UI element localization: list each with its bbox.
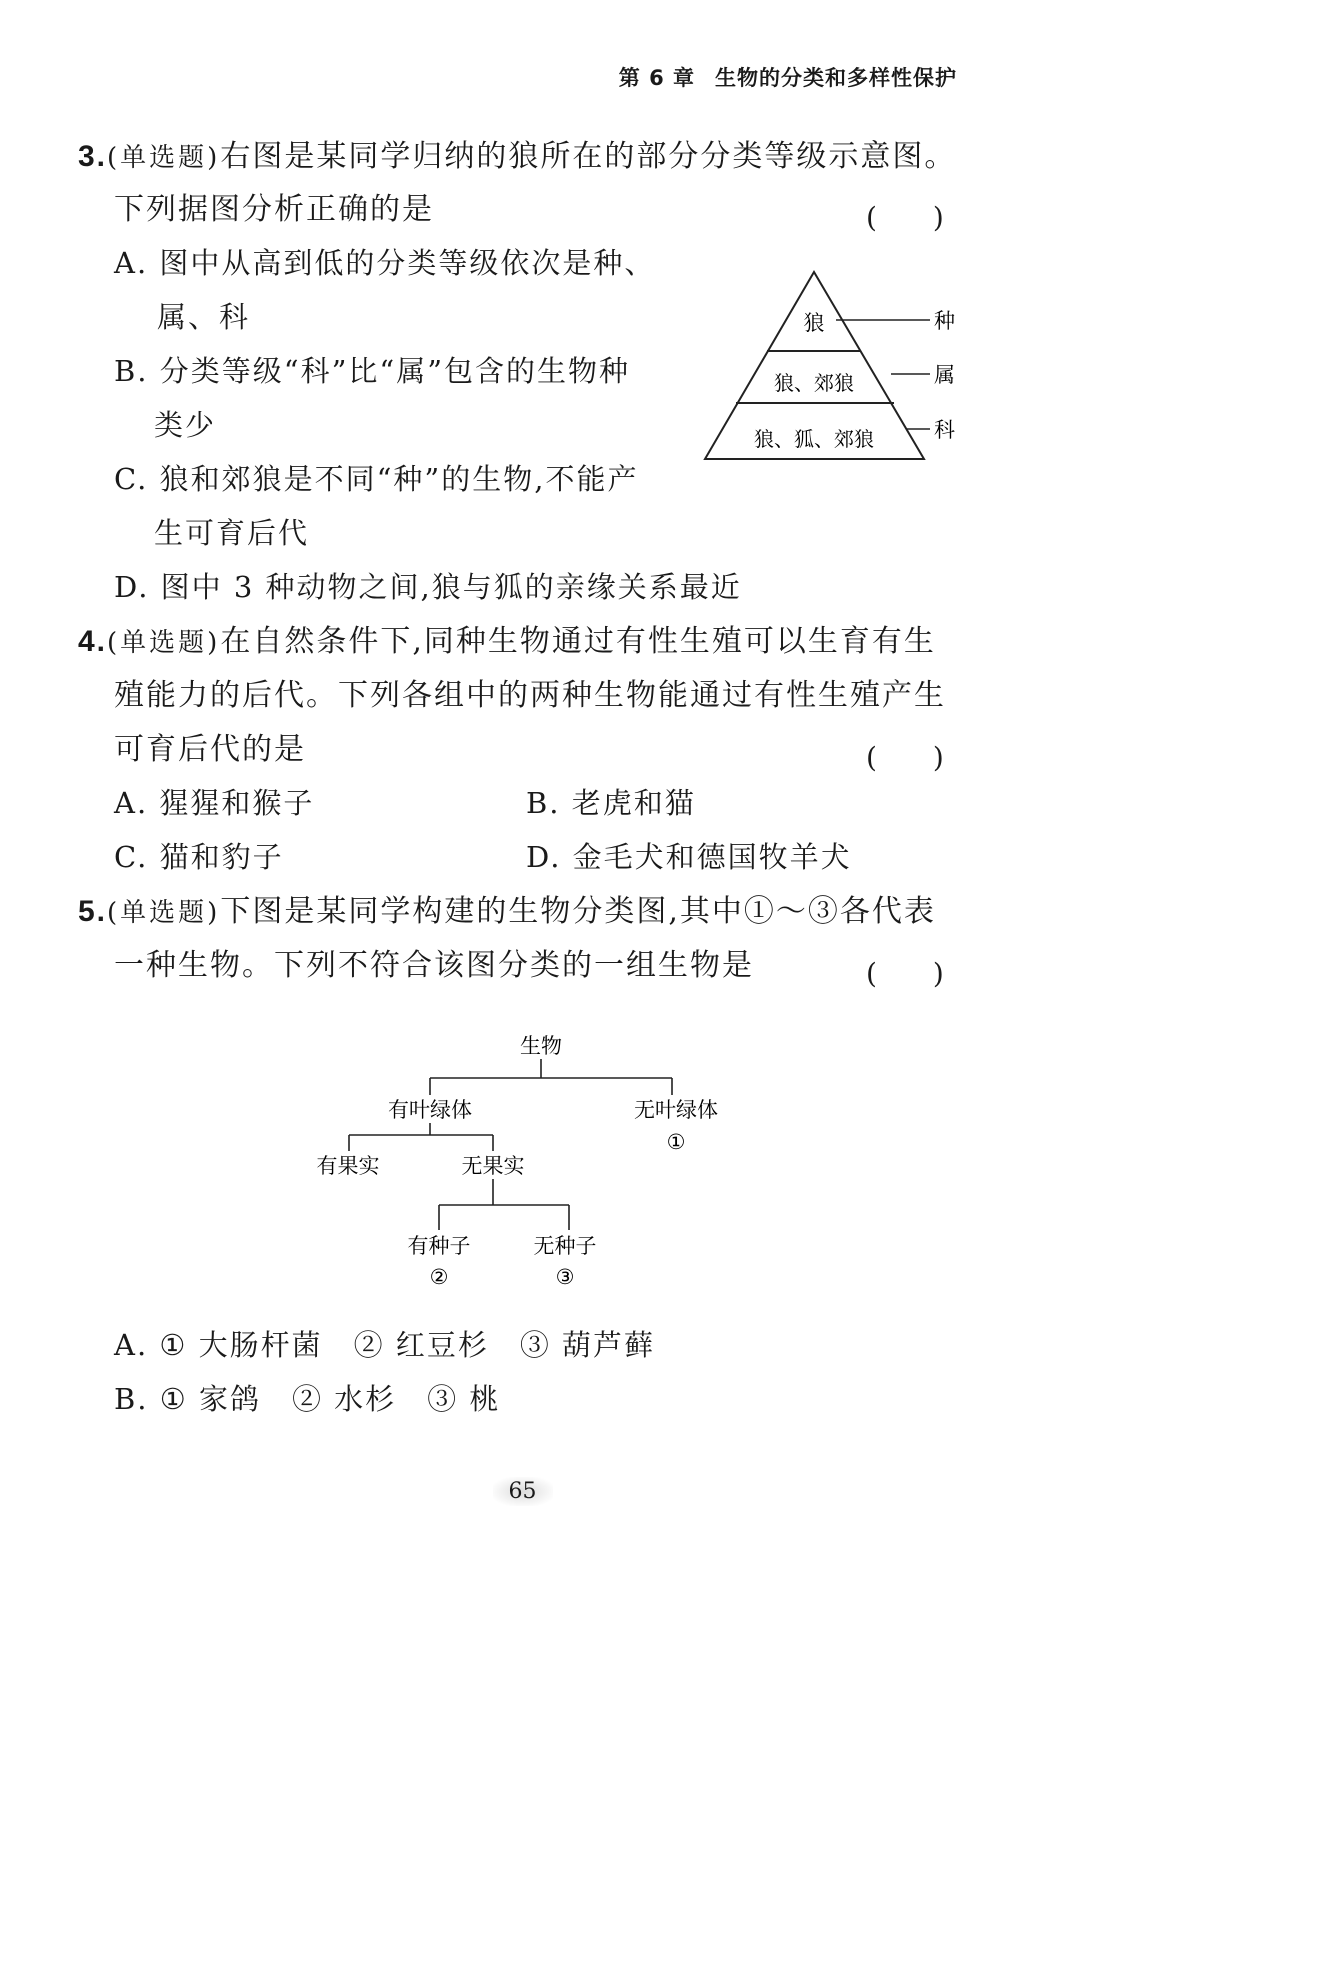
- q3-option-b-line2: 类少: [154, 408, 217, 442]
- q3-option-a-line2: 属、科: [157, 300, 251, 334]
- tree-node-without-chloroplast: 无叶绿体: [634, 1098, 718, 1122]
- q3-stem-line2: 下列据图分析正确的是: [114, 192, 434, 227]
- q4-option-a: A. 猩猩和猴子: [114, 786, 315, 820]
- chapter-title: 生物的分类和多样性保护: [715, 66, 957, 90]
- classification-tree-diagram: [300, 1025, 740, 1295]
- tree-marker-3: ③: [555, 1265, 575, 1289]
- chapter-header: [619, 62, 957, 92]
- q4-line1: [78, 624, 936, 659]
- tree-marker-1: ①: [666, 1130, 686, 1154]
- q3-line1: [78, 139, 957, 174]
- q4-answer-blank: ( ): [866, 741, 944, 774]
- tree-marker-2: ②: [429, 1265, 449, 1289]
- q5-line1: [78, 894, 936, 929]
- q3-option-d: D. 图中 3 种动物之间,狼与狐的亲缘关系最近: [114, 570, 742, 604]
- q3-option-b-line1: B. 分类等级“科”比“属”包含的生物种: [114, 354, 631, 388]
- q4-option-d: D. 金毛犬和德国牧羊犬: [526, 840, 852, 874]
- tree-node-with-chloroplast: 有叶绿体: [388, 1098, 472, 1122]
- q3-type: (单选题): [107, 143, 221, 173]
- q5-stem-line2: 一种生物。下列不符合该图分类的一组生物是: [114, 948, 754, 983]
- q3-number: 3.: [78, 140, 108, 173]
- q3-option-a-line1: A. 图中从高到低的分类等级依次是种、: [114, 246, 656, 280]
- page-number: 65: [493, 1477, 553, 1506]
- tree-root-organisms: 生物: [520, 1034, 562, 1058]
- pyramid-level-species: 狼: [803, 311, 825, 335]
- pyramid-level-genus: 狼、郊狼: [774, 371, 854, 395]
- page-number-area: [0, 1477, 1045, 1506]
- pyramid-label-genus: 属: [934, 363, 955, 387]
- q3-option-c-line2: 生可育后代: [154, 516, 310, 550]
- q3-answer-blank: ( ): [866, 201, 944, 234]
- pyramid-level-family: 狼、狐、郊狼: [754, 427, 874, 451]
- tree-node-without-fruit: 无果实: [461, 1154, 525, 1178]
- q5-option-a: A. ① 大肠杆菌 ② 红豆杉 ③ 葫芦藓: [114, 1328, 656, 1362]
- pyramid-label-species: 种: [934, 309, 955, 333]
- tree-node-without-seed: 无种子: [533, 1234, 597, 1258]
- q5-number: 5.: [78, 895, 108, 928]
- q4-number: 4.: [78, 625, 108, 658]
- q5-option-b: B. ① 家鸽 ② 水杉 ③ 桃: [114, 1382, 501, 1416]
- q5-stem-line1: 下图是某同学构建的生物分类图,其中①～③各代表: [220, 894, 936, 929]
- taxonomy-pyramid-diagram: [695, 262, 975, 468]
- q5-type: (单选题): [107, 898, 221, 928]
- q4-option-c: C. 猫和豹子: [114, 840, 284, 874]
- tree-node-with-fruit: 有果实: [316, 1154, 380, 1178]
- q5-answer-blank: ( ): [866, 957, 944, 990]
- q4-option-b: B. 老虎和猫: [526, 786, 696, 820]
- tree-node-with-seed: 有种子: [407, 1234, 471, 1258]
- q4-stem-line2: 殖能力的后代。下列各组中的两种生物能通过有性生殖产生: [114, 678, 946, 713]
- q3-option-c-line1: C. 狼和郊狼是不同“种”的生物,不能产: [114, 462, 639, 496]
- q4-stem-line3: 可育后代的是: [114, 732, 306, 767]
- q4-stem-line1: 在自然条件下,同种生物通过有性生殖可以生育有生: [220, 624, 936, 659]
- q4-type: (单选题): [107, 628, 221, 658]
- q3-stem-line1: 右图是某同学归纳的狼所在的部分分类等级示意图。: [220, 139, 957, 174]
- pyramid-label-family: 科: [934, 418, 955, 442]
- chapter-number: 第 6 章: [618, 66, 695, 90]
